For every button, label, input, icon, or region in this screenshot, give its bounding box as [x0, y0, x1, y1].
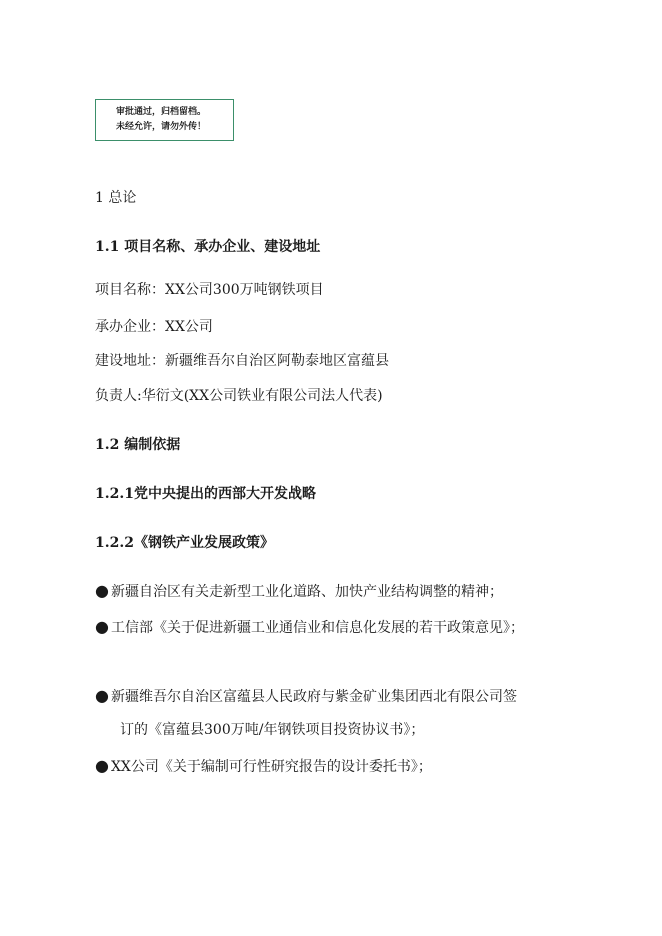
heading-1-2-1: 1.2.1党中央提出的西部大开发战略 [95, 486, 316, 502]
heading-1-1: 1.1 项目名称、承办企业、建设地址 [95, 239, 321, 255]
project-name: 项目名称：XX公司300万吨钢铁项目 [95, 282, 324, 298]
stamp-line-2: 未经允许，请勿外传！ [116, 122, 207, 132]
responsible-person: 负责人:华衍文(XX公司铁业有限公司法人代表) [95, 388, 383, 404]
bullet-icon: ● [95, 686, 109, 705]
heading-1-2-2: 1.2.2《钢铁产业发展政策》 [95, 535, 274, 551]
bullet-icon: ● [95, 581, 109, 600]
heading-1-2: 1.2 编制依据 [95, 437, 181, 453]
list-item-continuation: 订的《富蕴县300万吨/年钢铁项目投资协议书》； [120, 722, 425, 738]
bullet-icon: ● [95, 617, 109, 636]
approval-stamp [95, 99, 234, 141]
list-item: ● 新疆自治区有关走新型工业化道路、加快产业结构调整的精神； [95, 581, 503, 600]
list-item: ● XX公司《关于编制可行性研究报告的设计委托书》； [95, 756, 432, 775]
section-general-title: 1 总论 [95, 190, 137, 206]
list-item: ● 工信部《关于促进新疆工业通信业和信息化发展的若干政策意见》； [95, 617, 524, 636]
list-item: ● 新疆维吾尔自治区富蕴县人民政府与紫金矿业集团西北有限公司签 [95, 686, 517, 705]
stamp-line-1: 审批通过，归档留档。 [116, 107, 207, 117]
bullet-icon: ● [95, 756, 109, 775]
construction-site: 建设地址：新疆维吾尔自治区阿勒泰地区富蕴县 [95, 353, 389, 369]
sponsor-company: 承办企业：XX公司 [95, 319, 213, 335]
